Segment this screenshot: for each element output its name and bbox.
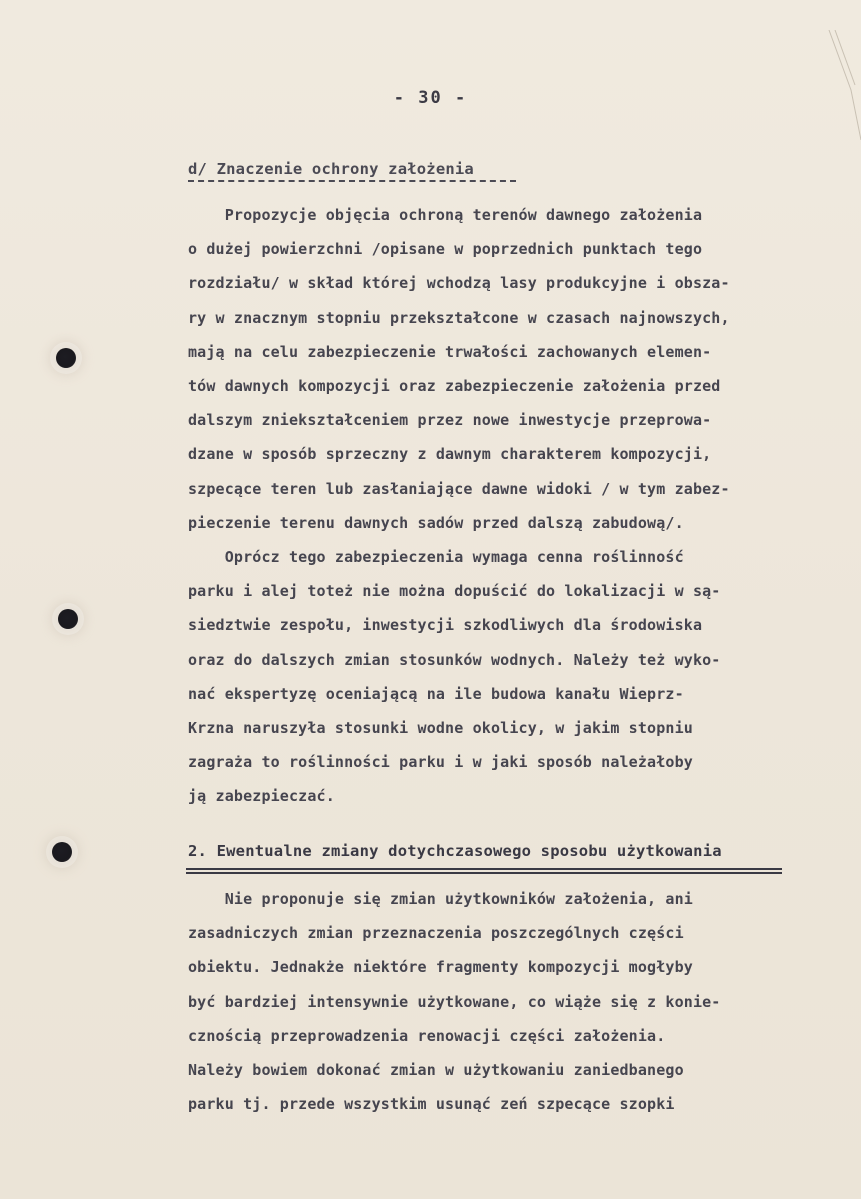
section-heading-2-underline-top (186, 868, 782, 870)
page-number: - 30 - (393, 88, 468, 108)
paper-corner-crease (821, 30, 861, 140)
section-heading-2: 2. Ewentualne zmiany dotychczasowego sposobu użytkowania (188, 842, 722, 860)
crease-lines-icon (821, 30, 861, 140)
paragraph-usage-changes: Nie proponuje się zmian użytkowników założenia, ani zasadniczych zmian przeznaczenia poszczególnych części obiektu. Jednakże niektóre fragmenty kompozycji mogłyby być bardziej intensywnie użytkowane, co wiąże się z konie- cznością przeprowadzenia renowacji części założenia. Należy bowiem dokonać zmian w użytkowaniu zaniedbanego parku tj. przede wszystkim usunąć zeń szpecące szopki (188, 890, 721, 1114)
section-heading-d: d/ Znaczenie ochrony założenia (188, 160, 474, 178)
section-heading-d-underline (188, 180, 516, 182)
paragraph-protection-proposals: Propozycje objęcia ochroną terenów dawnego założenia o dużej powierzchni /opisane w poprzednich punktach tego rozdziału/ w skład której wchodzą lasy produkcyjne i obsza- ry w znacznym stopniu przekształcone w czasach najnowszych, mają na celu zabezpieczenie trwałości zachowanych elemen- tów dawnych kompozycji oraz zabezpieczenie założenia przed dalszym zniekształceniem przez nowe inwestycje przeprowa- dzane w sposób sprzeczny z dawnym charakterem kompozycji, szpecące teren lub zasłaniające dawne widoki / w tym zabez- pieczenie terenu dawnych sadów przed dalszą zabudową/. (188, 206, 730, 532)
punch-hole-icon (58, 609, 78, 629)
section-heading-2-underline-bottom (186, 872, 782, 874)
punch-hole-icon (56, 348, 76, 368)
punch-hole-icon (52, 842, 72, 862)
paragraph-vegetation-protection: Oprócz tego zabezpieczenia wymaga cenna roślinność parku i alej toteż nie można dopuścić do lokalizacji w są- siedztwie zespołu, inwestycji szkodliwych dla środowiska oraz do dalszych zmian stosunków wodnych. Należy też wyko- nać ekspertyzę oceniającą na ile budowa kanału Wieprz- Krzna naruszyła stosunki wodne okolicy, w jakim stopniu zagraża to roślinności parku i w jaki sposób należałoby ją zabezpieczać. (188, 548, 721, 806)
